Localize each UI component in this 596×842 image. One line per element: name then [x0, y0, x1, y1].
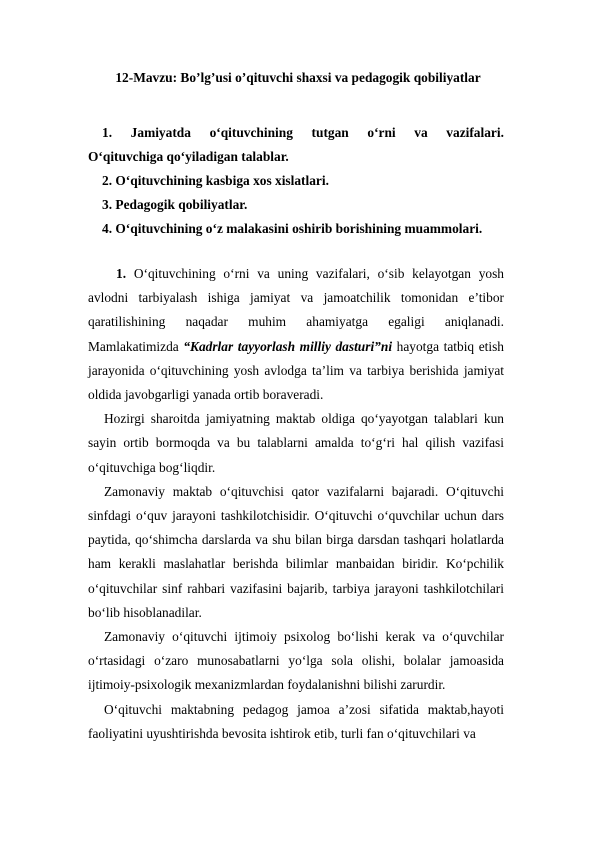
- outline-item-4: 4. O‘qituvchining o‘z malakasini oshirib borishining muammolari.: [102, 221, 483, 236]
- topic-outline: [88, 121, 504, 241]
- paragraph-1-text-a: O‘qituvchining o‘rni va uning vazifalari, o‘sib kelayotgan yosh avlodni tarbiyalash ishiga jamiyat va jamoatchilik tomonidan e’tibor qaratilishining naqadar muhim ahamiyatga egaligi aniqlanadi. Mamlakatimizda: [88, 266, 504, 354]
- paragraph-5: O‘qituvchi maktabning pedagog jamoa a’zosi sifatida maktab,hayoti faoliyatini uyushtirishda bevosita ishtirok etib, turli fan o‘qituvchilari va: [88, 701, 504, 741]
- body-text: [88, 262, 504, 746]
- outline-item-1-word: 1.: [102, 125, 113, 140]
- program-name-emphasis: “Kadrlar tayyorlash milliy dasturi”ni: [183, 338, 393, 354]
- outline-item-1-word: o‘rni: [367, 125, 396, 140]
- paragraph-4: Zamonaviy o‘qituvchi ijtimoiy psixolog bo‘lishi kerak va o‘quvchilar o‘rtasidagi o‘zaro munosabatlarni yo‘lga sola olishi, bolalar jamoasida ijtimoiy-psixologik mexanizmlardan foydalanishni bilishi zarurdir.: [88, 629, 504, 693]
- outline-item-1-word: Jamiyatda: [130, 125, 191, 140]
- outline-item-1-continuation: O‘qituvchiga qo‘yiladigan talablar.: [88, 149, 289, 164]
- paragraph-1-text-b: hayotga tatbiq etish jarayonida o‘qituvchining yosh avlodga ta’lim va tarbiya berishida jamiyat oldida javobgarligi yanada ortib boraveradi.: [88, 338, 504, 403]
- page-title: 12-Mavzu: Bo’lg’usi o’qituvchi shaxsi va pedagogik qobiliyatlar: [115, 70, 481, 85]
- paragraph-3: Zamonaviy maktab o‘qituvchisi qator vazifalarni bajaradi. O‘qituvchi sinfdagi o‘quv jarayoni tashkilotchisidir. O‘qituvchi o‘quvchilar uchun dars paytida, qo‘shimcha darslarda va shu bilan birga darsdan tashqari holatlarda ham kerakli maslahatlar berishda bilimlar manbaidan biridir. Ko‘pchilik o‘qituvchilar sinf rahbari vazifasini bajarib, tarbiya jarayoni tashkilotchilari bo‘lib hisoblanadilar.: [88, 483, 504, 620]
- paragraph-1: [88, 262, 504, 407]
- outline-item-1-word: va: [414, 125, 428, 140]
- outline-item-1: [88, 121, 504, 145]
- outline-item-2: 2. O‘qituvchining kasbiga xos xislatlari.: [102, 173, 329, 188]
- outline-item-3: 3. Pedagogik qobiliyatlar.: [102, 197, 248, 212]
- outline-item-1-word: vazifalari.: [446, 125, 504, 140]
- outline-item-1-word: tutgan: [311, 125, 349, 140]
- outline-item-1-word: o‘qituvchining: [209, 125, 293, 140]
- paragraph-2: Hozirgi sharoitda jamiyatning maktab oldiga qo‘yayotgan talablari kun sayin ortib bormoqda va bu talablarni amalda to‘g‘ri hal qilish vazifasi o‘qituvchiga bog‘liqdir.: [88, 411, 504, 475]
- paragraph-1-number: 1.: [116, 266, 127, 281]
